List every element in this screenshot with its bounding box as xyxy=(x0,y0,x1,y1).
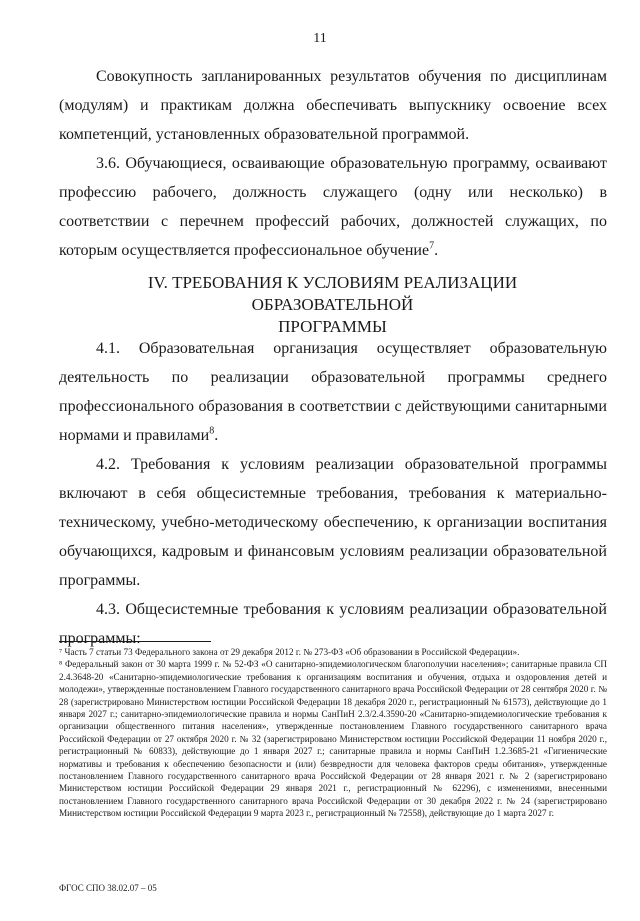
footnotes xyxy=(59,646,607,820)
paragraph-4-1-text: 4.1. Образовательная организация осуществляет образовательную деятельность по реализации образовательной программы среднего профессионального образования в соответствии с действующими санитарными нормами и правилами xyxy=(59,340,607,444)
paragraph-learning-results: Совокупность запланированных результатов обучения по дисциплинам (модулям) и практикам должна обеспечивать выпускнику освоение всех компетенций, установленных образовательной программой. xyxy=(59,68,607,143)
footnote-8: ⁸ Федеральный закон от 30 марта 1999 г. № 52-ФЗ «О санитарно-эпидемиологическом благополучии населения»; санитарные правила СП 2.4.3648-20 «Санитарно-эпидемиологические требования к организациям воспитания и обучения, отдыха и оздоровления детей и молодежи», утвержденные постановлением Главного государственного санитарного врача Российской Федерации от 28 сентября 2020 г. № 28 (зарегистрировано Министерством юстиции Российской Федерации 18 декабря 2020 г., регистрационный № 61573), действующие до 1 января 2027 г.; санитарно-эпидемиологические правила и нормы СанПиН 2.3/2.4.3590-20 «Санитарно-эпидемиологические требования к организации общественного питания населения», утвержденные постановлением Главного государственного санитарного врача Российской Федерации от 27 октября 2020 г. № 32 (зарегистрировано Министерством юстиции Российской Федерации 11 ноября 2020 г., регистрационный № 60833), действующие до 1 января 2027 г.; санитарные правила и нормы СанПиН 1.2.3685-21 «Гигиенические нормативы и требования к обеспечению безопасности и (или) безвредности для человека факторов среды обитания», утвержденные постановлением Главного государственного санитарного врача Российской Федерации от 28 января 2021 г. № 2 (зарегистрировано Министерством юстиции Российской Федерации 29 января 2021 г., регистрационный № 62296), с изменениями, внесенными постановлением Главного государственного санитарного врача Российской Федерации от 30 декабря 2022 г. № 24 (зарегистрировано Министерством юстиции Российской Федерации 9 марта 2023 г., регистрационный № 72558), действующие до 1 марта 2027 г. xyxy=(59,659,607,819)
section-4-text xyxy=(59,334,607,653)
footnote-7: ⁷ Часть 7 статьи 73 Федерального закона от 29 декабря 2012 г. № 273-ФЗ «Об образовании в Российской Федерации». xyxy=(59,647,520,657)
footnote-ref-8: 8 xyxy=(209,425,215,437)
paragraph-3-6-text: 3.6. Обучающиеся, осваивающие образовательную программу, осваивают профессию рабочего, должность служащего (одну или несколько) в соответствии с перечнем профессий рабочих, должностей служащих, по которым осуществляется профессиональное обучение xyxy=(59,155,607,259)
footnote-ref-7: 7 xyxy=(429,240,435,252)
page-number: 11 xyxy=(313,31,327,46)
paragraph-4-3: 4.3. Общесистемные требования к условиям реализации образовательной программы: xyxy=(59,601,607,647)
section-3-text xyxy=(59,62,607,265)
document-code: ФГОС СПО 38.02.07 – 05 xyxy=(59,883,157,893)
section-heading xyxy=(75,272,590,338)
footnote-separator xyxy=(59,641,211,642)
paragraph-3-6: 3.6. Обучающиеся, осваивающие образовательную программу, осваивают профессию рабочего, должность служащего (одну или несколько) в соответствии с перечнем профессий рабочих, должностей служащих, по которым осуществляется профессиональное обучение$^7$. xyxy=(59,155,607,259)
paragraph-4-1: 4.1. Образовательная организация осуществляет образовательную деятельность по реализации образовательной программы среднего профессионального образования в соответствии с действующими санитарными нормами и правилами$^8$. xyxy=(59,340,607,444)
heading-line-2: ПРОГРАММЫ xyxy=(278,317,387,336)
heading-line-1: IV. ТРЕБОВАНИЯ К УСЛОВИЯМ РЕАЛИЗАЦИИ ОБРАЗОВАТЕЛЬНОЙ xyxy=(147,273,518,314)
paragraph-4-2: 4.2. Требования к условиям реализации образовательной программы включают в себя общесистемные требования, требования к материально-техническому, учебно-методическому обеспечению, к организации воспитания обучающихся, кадровым и финансовым условиям реализации образовательной программы. xyxy=(59,456,607,589)
